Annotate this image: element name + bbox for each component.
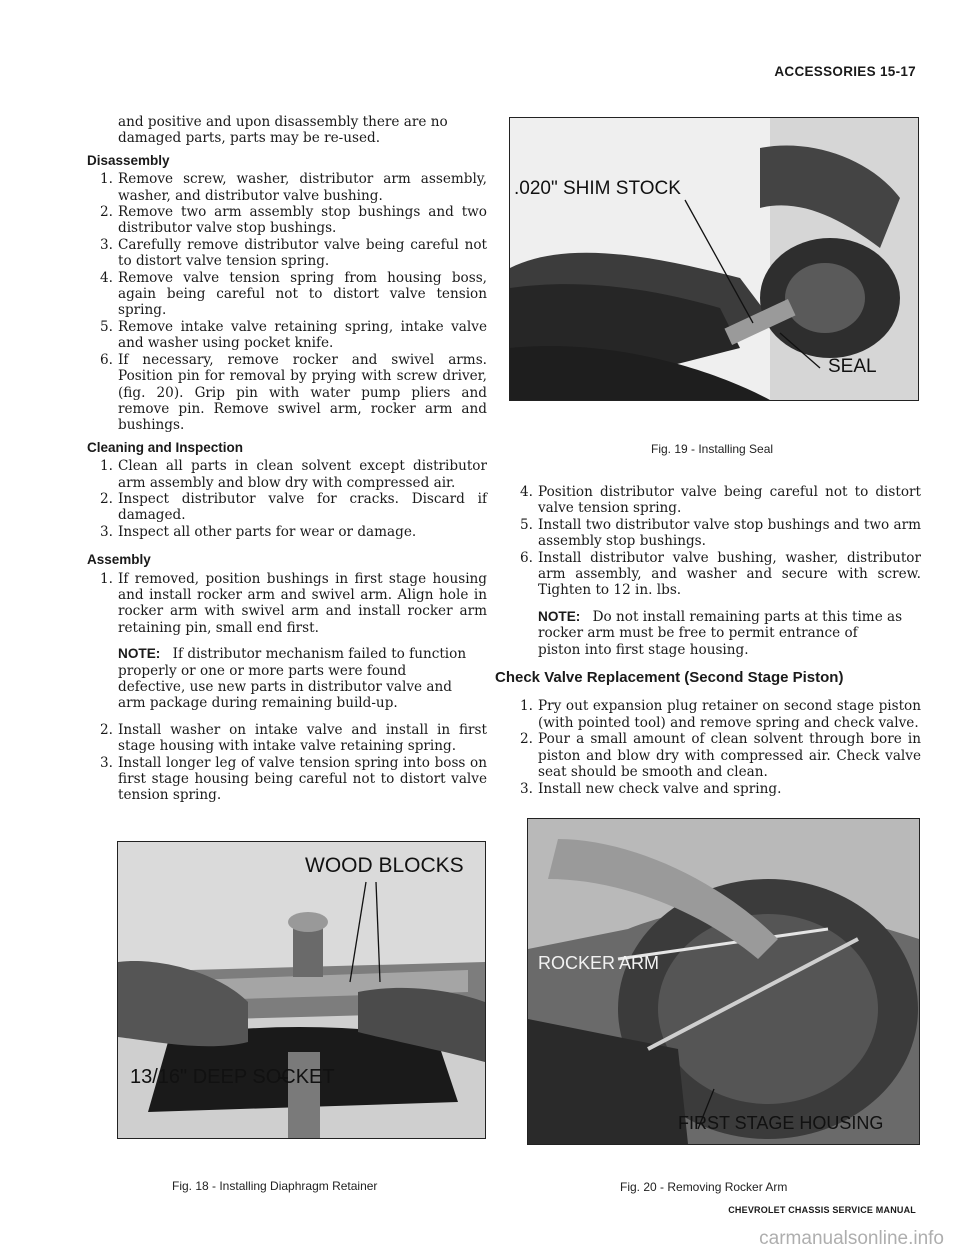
list-item: 6. Install distributor valve bushing, washer, distributor arm assembly, and washer and secure with screw. Tighten to 12 in. lbs.	[520, 549, 921, 599]
disassembly-list	[87, 171, 487, 434]
list-item: 3. Install longer leg of valve tension spring into boss on first stage housing being careful not to distort valve tension spring.	[100, 754, 487, 804]
figure-18-photo	[117, 841, 486, 1139]
page-header: ACCESSORIES 15-17	[774, 64, 916, 79]
list-item: 4. Position distributor valve being careful not to distort valve tension spring.	[520, 484, 921, 517]
label-rocker-arm: ROCKER ARM	[538, 953, 660, 973]
intro-paragraph: and positive and upon disassembly there are no damaged parts, parts may be re-used.	[118, 114, 448, 147]
list-item: 3. Install new check valve and spring.	[520, 780, 782, 797]
assembly-list	[87, 571, 487, 637]
right-steps-list	[507, 484, 921, 599]
assembly-list-continued	[87, 722, 487, 804]
page-footer: CHEVROLET CHASSIS SERVICE MANUAL	[728, 1205, 916, 1215]
list-item: 5. Remove intake valve retaining spring, intake valve and washer using pocket knife.	[100, 318, 487, 352]
section-assembly-title: Assembly	[87, 552, 151, 568]
left-column	[87, 114, 487, 804]
list-item: 2. Remove two arm assembly stop bushings and two distributor valve stop bushings.	[100, 204, 487, 237]
note-label: NOTE:	[118, 646, 161, 662]
label-wood-blocks: WOOD BLOCKS	[305, 854, 464, 877]
watermark-logo: carmanualsonline.info	[759, 1228, 944, 1249]
assembly-note	[118, 646, 487, 712]
section-cleaning-title: Cleaning and Inspection	[87, 439, 244, 455]
section-disassembly-title: Disassembly	[87, 152, 170, 168]
figure-18-caption: Fig. 18 - Installing Diaphragm Retainer	[172, 1179, 378, 1193]
label-first-stage-housing: FIRST STAGE HOUSING	[678, 1113, 884, 1133]
note-text: Do not install remaining parts at this time as rocker arm must be free to permit entrance of piston into first stage housing.	[538, 608, 903, 658]
note-text: If distributor mechanism failed to function properly or one or more parts were found defective, use new parts in distributor valve and arm package during remaining build-up.	[118, 646, 467, 712]
list-item: 1. Clean all parts in clean solvent except distributor arm assembly and blow dry with compressed air.	[100, 458, 487, 491]
list-item: 4. Remove valve tension spring from housing boss, again being careful not to distort valve tension spring.	[100, 269, 487, 319]
cleaning-list	[87, 458, 487, 540]
note-label: NOTE:	[538, 608, 581, 624]
label-shim-stock: .020" SHIM STOCK	[514, 178, 681, 199]
label-deep-socket: 13/16" DEEP SOCKET	[130, 1066, 335, 1088]
list-item: 1. If removed, position bushings in first stage housing and install rocker arm and swivel arm. Align hole in rocker arm with swivel arm and install rocker arm retaining pin, small end first.	[100, 570, 487, 636]
figure-20-photo	[527, 818, 920, 1145]
list-item: 3. Inspect all other parts for wear or damage.	[100, 523, 417, 540]
figure-20-caption: Fig. 20 - Removing Rocker Arm	[620, 1180, 788, 1194]
figure-19-caption: Fig. 19 - Installing Seal	[651, 442, 774, 456]
right-note	[538, 609, 921, 658]
list-item: 1. Remove screw, washer, distributor arm assembly, washer, and distributor valve bushing.	[100, 171, 487, 204]
list-item: 2. Install washer on intake valve and install in first stage housing with intake valve retaining spring.	[100, 721, 487, 755]
list-item: 6. If necessary, remove rocker and swivel arms. Position pin for removal by prying with screw driver, (fig. 20). Grip pin with water pump pliers and remove pin. Remove swivel arm, rocker arm and bushings.	[100, 351, 487, 434]
list-item: 3. Carefully remove distributor valve being careful not to distort valve tension spring.	[100, 236, 487, 270]
right-column	[495, 484, 921, 797]
list-item: 2. Inspect distributor valve for cracks. Discard if damaged.	[100, 490, 487, 524]
list-item: 5. Install two distributor valve stop bushings and two arm assembly stop bushings.	[520, 516, 921, 550]
list-item: 1. Pry out expansion plug retainer on second stage piston (with pointed tool) and remove spring and check valve.	[520, 698, 921, 731]
section-check-valve-title: Check Valve Replacement (Second Stage Piston)	[495, 669, 844, 687]
list-item: 2. Pour a small amount of clean solvent through bore in piston and blow dry with compressed air. Check valve seat should be smooth and clean.	[520, 731, 921, 781]
figure-19-photo	[509, 117, 919, 401]
check-valve-list	[507, 698, 921, 796]
removing-rocker-arm-photo	[528, 819, 919, 1144]
label-seal: SEAL	[828, 356, 877, 377]
installing-diaphragm-retainer-photo	[118, 842, 485, 1138]
